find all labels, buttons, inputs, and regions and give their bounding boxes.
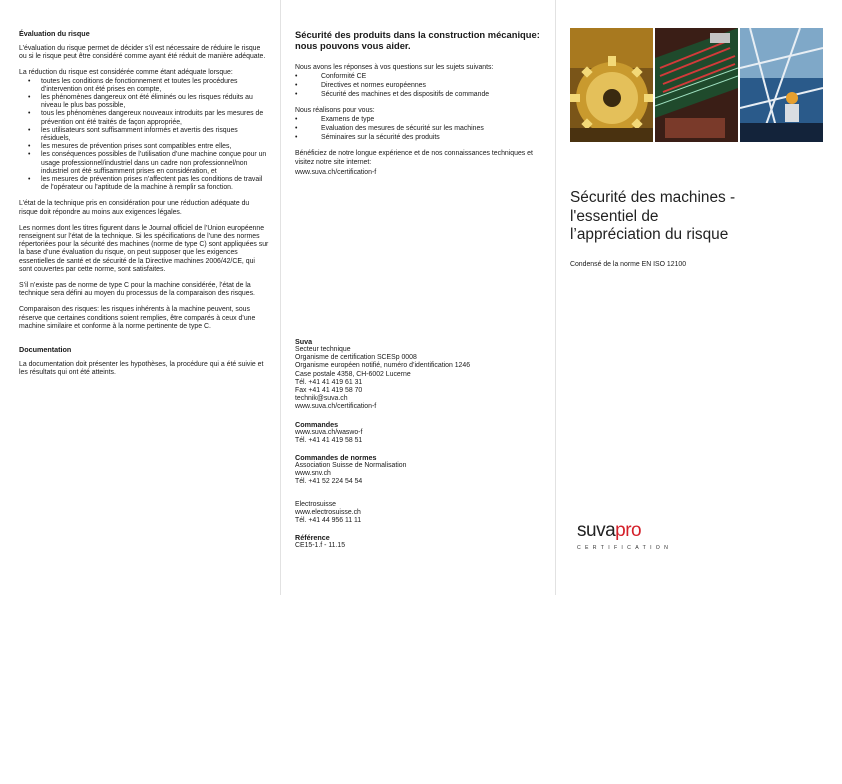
middle-heading-2: nous pouvons vous aider.: [295, 40, 411, 51]
document-title-line-3: l’appréciation du risque: [570, 226, 729, 243]
answers-intro: Nous avons les réponses à vos questions sur les sujets suivants:: [295, 64, 494, 71]
list-item: • tous les phénomènes dangereux nouveaux introduits par les mesures de prévention ont été traités de façon appropriée,: [41, 110, 269, 126]
norms-website-link[interactable]: www.snv.ch: [295, 470, 331, 478]
document-subtitle: Condensé de la norme EN ISO 12100: [570, 261, 687, 269]
norms-heading: Commandes de normes: [295, 453, 377, 463]
norms-line: Association Suisse de Normalisation: [295, 462, 407, 470]
list-item: • Evaluation des mesures de sécurité sur les machines: [321, 124, 540, 133]
logo-suva-text: suva: [577, 520, 616, 541]
fold-line-2: [555, 0, 556, 595]
worker-photo: [740, 28, 823, 142]
document-title-line-2: l'essentiel de: [570, 207, 659, 225]
electro-line: Electrosuisse: [295, 500, 336, 508]
orders-website-link[interactable]: www.suva.ch/waswo-f: [295, 428, 363, 436]
documentation-text: La documentation doit présenter les hypothèses, la procédure qui a été suivie et les résultats qui ont été atteints.: [19, 361, 264, 377]
list-item: • les mesures de prévention prises sont compatibles entre elles,: [41, 143, 269, 151]
logo-certification-text: CERTIFICATION: [577, 545, 673, 551]
website-link[interactable]: www.suva.ch/certification-f: [295, 168, 377, 176]
benefit-text: Bénéficiez de notre longue expérience et de nos connaissances techniques et visitez notre site internet:: [295, 150, 533, 166]
reduction-bullet-list: [19, 78, 269, 193]
list-item: • les conséquences possibles de l’utilisation d’une machine conçue pour un usage professionnel/industriel dans un cadre non professionnel/non industriel ont été suffisamment prises en considération, et: [41, 151, 269, 176]
list-item: • Conformité CE: [321, 72, 540, 81]
suva-email-link[interactable]: technik@suva.ch: [295, 395, 348, 403]
left-panel: [19, 29, 269, 624]
electro-phone: Tél. +41 44 956 11 11: [295, 517, 362, 525]
list-item: • les phénomènes dangereux ont été éliminés ou les risques réduits au niveau le plus bas possible,: [41, 94, 269, 110]
list-item: • les utilisateurs sont suffisamment informés et avertis des risques résiduels,: [41, 127, 269, 143]
offers-list: [295, 115, 540, 142]
offers-intro: Nous réalisons pour vous:: [295, 107, 375, 115]
suva-line: Case postale 4358, CH-6002 Lucerne: [295, 370, 411, 378]
document-title-line-1: Sécurité des machines -: [570, 189, 736, 206]
answers-list: [295, 72, 540, 99]
norms-paragraph: Les normes dont les titres figurent dans le Journal officiel de l’Union européenne renseignent sur l’état de la technique. Si les spécifications de l’une des normes répertoriées pour la sécurité des machines (norme de type C) sont appliquées sur la base d’une évaluation du risque, on peut supposer que les exigences essentielles de santé et de sécurité de la Directive machines 2006/42/CE, qui sont couvertes par cette norme, sont satisfaites.: [19, 224, 269, 273]
norms-phone: Tél. +41 52 224 54 54: [295, 478, 363, 486]
reduction-intro: La réduction du risque est considérée comme étant adéquate lorsque:: [19, 69, 233, 77]
suva-fax: Fax +41 41 419 58 70: [295, 387, 363, 395]
orders-heading: Commandes: [295, 419, 339, 429]
suva-website-link[interactable]: www.suva.ch/certification-f: [295, 403, 377, 411]
suva-heading: Suva: [295, 337, 313, 346]
contact-block: [295, 337, 540, 550]
list-item: • Examens de type: [321, 115, 540, 124]
middle-panel: [295, 29, 540, 624]
fold-line-1: [280, 0, 281, 595]
compare-paragraph: Comparaison des risques: les risques inhérents à la machine peuvent, sous réserve que certaines conditions soient remplies, être comparés à ceux d’une machine similaire et conforme à la norme pertinente de type C.: [19, 306, 256, 330]
gear-photo: [570, 28, 653, 142]
state-paragraph: L’état de la technique pris en considération pour une réduction adéquate du risque doit répondre au moins aux exigences légales.: [19, 200, 250, 216]
right-panel: [570, 189, 830, 784]
suva-phone: Tél. +41 41 419 61 31: [295, 378, 363, 386]
orders-phone: Tél. +41 41 419 58 51: [295, 436, 363, 444]
no-type-c-paragraph: S’il n’existe pas de norme de type C pour la machine considérée, l’état de la technique sera défini au moyen du processus de la comparaison des risques.: [19, 282, 255, 298]
circuit-photo: [655, 28, 738, 142]
list-item: • Séminaires sur la sécurité des produits: [321, 133, 540, 142]
suva-line: Organisme européen notifié, numéro d’identification 1246: [295, 362, 471, 370]
eval-intro: L’évaluation du risque permet de décider s’il est nécessaire de réduire le risque ou si le risque peut être considéré comme ayant été réduit de manière adéquate.: [19, 45, 266, 61]
list-item: • Sécurité des machines et des dispositifs de commande: [321, 90, 540, 99]
reference-heading: Référence: [295, 533, 330, 543]
suvapro-logo: [577, 521, 672, 551]
middle-heading: Sécurité des produits dans la construction mécanique:: [295, 29, 540, 40]
suva-line: Secteur technique: [295, 346, 351, 353]
list-item: • les mesures de prévention prises n’affectent pas les conditions de travail de l’opérateur ou l’aptitude de la machine à remplir sa fonction.: [41, 176, 269, 192]
suva-line: Organisme de certification SCESp 0008: [295, 354, 417, 362]
eval-heading: Évaluation du risque: [19, 29, 90, 38]
list-item: • toutes les conditions de fonctionnement et toutes les procédures d’intervention ont été prises en compte,: [41, 78, 269, 94]
logo-pro-text: pro: [615, 520, 642, 541]
documentation-heading: Documentation: [19, 345, 72, 355]
reference-value: CE15-1.f - 11.15: [295, 542, 346, 550]
electro-website-link[interactable]: www.electrosuisse.ch: [295, 508, 361, 516]
list-item: • Directives et normes européennes: [321, 81, 540, 90]
